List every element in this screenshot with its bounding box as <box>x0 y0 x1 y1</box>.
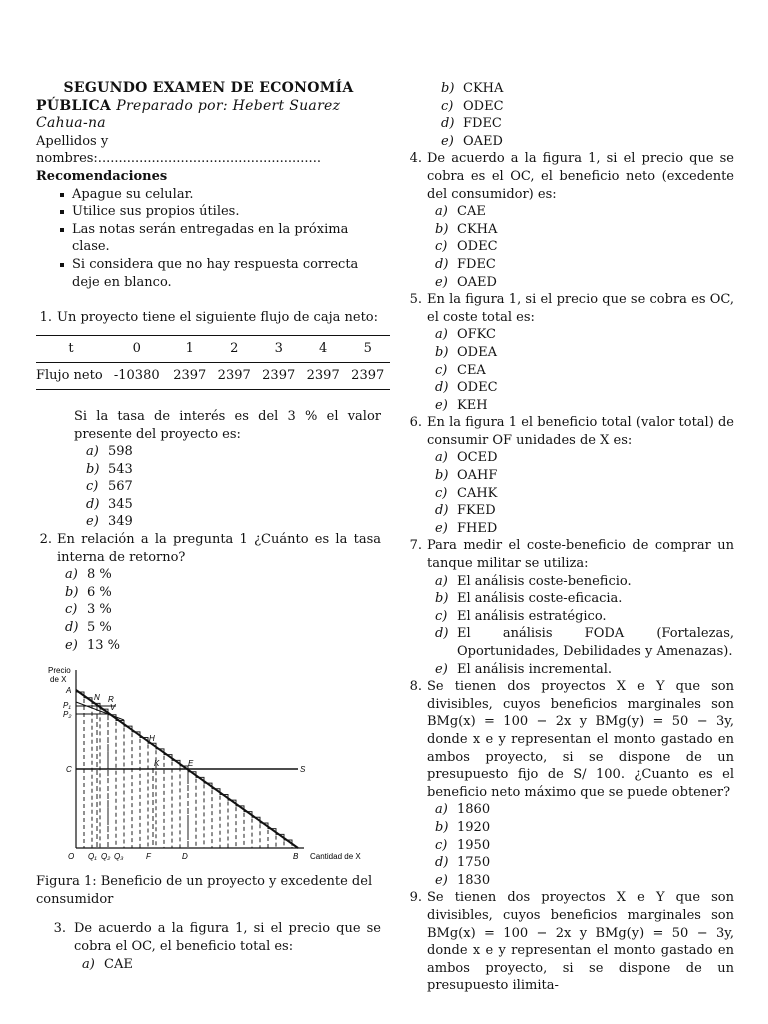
question-text: Se tienen dos proyectos X e Y que son divisibles, cuyos beneficios marginales son BMg(x) = 100 − 2x y BMg(y) = 50 − 3y, donde x e y representan el monto gastado en ambos proyecto, si se dispone de un presupuesto ilimita- <box>427 890 734 994</box>
recommendations-heading: Recomendaciones <box>36 168 168 184</box>
option-item[interactable]: d) ODEC <box>435 380 498 396</box>
option-item[interactable]: c) CAHK <box>435 485 498 501</box>
figure-caption: Figura 1: Beneficio de un proyecto y excedente del consumidor <box>36 874 373 907</box>
option-item[interactable]: b) 1920 <box>435 819 491 835</box>
option-item[interactable]: e) OAED <box>435 274 497 290</box>
option-item[interactable]: c) 3 % <box>65 602 112 618</box>
options-list <box>57 566 381 654</box>
question-text: En la figura 1, si el precio que se cobra es OC, el coste total es: <box>427 292 734 325</box>
question-5 <box>406 291 734 414</box>
demand-diagram <box>36 662 381 867</box>
question-text: De acuerdo a la figura 1, si el precio que se cobra el OC, el beneficio total es: <box>74 921 381 954</box>
x-axis-label: Cantidad de X <box>310 852 361 862</box>
recommendation-item: Utilice sus propios útiles. <box>58 203 381 221</box>
question-8 <box>406 678 734 889</box>
exam-title <box>36 80 381 133</box>
title-line-1: SEGUNDO EXAMEN DE ECONOMÍA <box>63 80 354 96</box>
option-item[interactable]: d) FDEC <box>435 256 496 272</box>
label-o: O <box>68 852 75 862</box>
student-name-line: Apellidos y nombres:...................................................... <box>36 133 321 167</box>
table-cell: 2397 <box>212 363 256 390</box>
question-6 <box>406 414 734 537</box>
option-item[interactable]: c) ODEC <box>435 239 498 255</box>
table-cell: 2397 <box>345 363 390 390</box>
question-4 <box>406 150 734 291</box>
table-header-cell: 4 <box>301 335 345 363</box>
label-a: A <box>66 686 72 696</box>
option-item[interactable]: a) 8 % <box>65 567 112 583</box>
option-item[interactable]: c) ODEC <box>441 98 504 114</box>
options-list <box>57 443 381 531</box>
options-list <box>427 449 734 537</box>
right-column <box>406 80 734 995</box>
option-item[interactable]: a) 598 <box>86 444 133 460</box>
option-item[interactable]: b) CKHA <box>435 221 498 237</box>
label-p2: P₂ <box>63 710 72 720</box>
options-list <box>427 203 734 291</box>
question-text: Si la tasa de interés es del 3 % el valor presente del proyecto es: <box>74 408 381 442</box>
question-7 <box>406 537 734 678</box>
options-list <box>427 80 734 150</box>
label-h: H <box>149 734 155 744</box>
left-column <box>36 80 385 973</box>
option-item[interactable]: b) El análisis coste-eficacia. <box>435 591 623 607</box>
question-text: De acuerdo a la figura 1, si el precio que se cobra es el OC, el beneficio neto (excedente del consumidor) es: <box>427 151 734 202</box>
question-number: 3. <box>53 921 66 937</box>
options-list <box>427 573 734 679</box>
cash-flow-table <box>36 335 390 390</box>
recommendations-list <box>36 186 381 292</box>
table-header-cell: t <box>36 335 106 363</box>
recommendation-item: Las notas serán entregadas en la próxima clase. <box>58 221 381 256</box>
option-item[interactable]: a) CAE <box>82 956 133 972</box>
table-header-cell: 3 <box>256 335 300 363</box>
recommendation-item: Si considera que no hay respuesta correcta deje en blanco. <box>58 256 381 291</box>
option-item[interactable]: b) ODEA <box>435 344 497 360</box>
table-cell: 2397 <box>256 363 300 390</box>
label-v: V <box>110 703 116 713</box>
option-item[interactable]: b) 543 <box>86 461 133 477</box>
question-3-continued <box>406 80 734 150</box>
question-1-continued <box>36 408 381 531</box>
label-c: C <box>66 765 72 775</box>
figure-1 <box>36 662 381 867</box>
table-header-cell: 0 <box>106 335 168 363</box>
option-item[interactable]: d) El análisis FODA (Fortalezas, Oportunidades, Debilidades y Amenazas). <box>435 626 734 659</box>
label-q2: Q₂ <box>101 852 111 862</box>
options-list <box>427 326 734 414</box>
table-row <box>36 363 390 390</box>
options-list <box>74 956 381 974</box>
option-item[interactable]: d) FDEC <box>441 116 502 132</box>
table-cell: -10380 <box>106 363 168 390</box>
question-text: Para medir el coste-beneficio de comprar un tanque militar se utiliza: <box>427 538 734 572</box>
table-header-cell: 2 <box>212 335 256 363</box>
question-9 <box>406 889 734 995</box>
option-item[interactable]: c) CEA <box>435 362 486 378</box>
table-header-row <box>36 335 390 363</box>
question-number: 4. <box>409 151 422 167</box>
option-item[interactable]: e) El análisis incremental. <box>435 661 612 677</box>
option-item[interactable]: c) El análisis estratégico. <box>435 608 607 624</box>
option-item[interactable]: c) 1950 <box>435 837 491 853</box>
option-item[interactable]: a) OFKC <box>435 327 496 343</box>
table-cell: 2397 <box>301 363 345 390</box>
option-item[interactable]: a) CAE <box>435 204 486 220</box>
option-item[interactable]: d) 345 <box>86 496 133 512</box>
y-axis-label-1: Precio <box>48 666 71 676</box>
question-number: 6. <box>409 415 422 431</box>
option-item[interactable]: e) KEH <box>435 397 488 413</box>
label-f: F <box>146 852 151 862</box>
option-item[interactable]: b) 6 % <box>65 584 112 600</box>
question-number: 2. <box>39 532 52 548</box>
question-text: En la figura 1 el beneficio total (valor total) de consumir OF unidades de X es: <box>427 415 734 448</box>
question-text: En relación a la pregunta 1 ¿Cuánto es la tasa interna de retorno? <box>57 532 381 565</box>
option-item[interactable]: d) 5 % <box>65 620 112 636</box>
recommendation-item: Apague su celular. <box>58 186 381 204</box>
option-item[interactable]: e) OAED <box>441 133 503 149</box>
prepared-by: Preparado por: Hebert Suarez Cahua-na <box>36 97 341 132</box>
option-item[interactable]: e) 349 <box>86 514 133 530</box>
option-item[interactable]: c) 567 <box>86 479 133 495</box>
question-text: Un proyecto tiene el siguiente flujo de caja neto: <box>57 310 379 326</box>
option-item[interactable]: b) CKHA <box>441 81 504 96</box>
options-list <box>427 801 734 889</box>
option-item[interactable]: d) 1750 <box>435 855 491 871</box>
label-e: E <box>188 759 194 769</box>
question-1 <box>36 309 381 327</box>
option-item[interactable]: d) FKED <box>435 503 496 519</box>
option-item[interactable]: a) 1860 <box>435 802 491 818</box>
label-n: N <box>94 693 100 703</box>
question-number: 9. <box>409 890 422 906</box>
table-cell: 2397 <box>168 363 212 390</box>
question-text: Se tienen dos proyectos X e Y que son divisibles, cuyos beneficios marginales son BMg(x) = 100 − 2x y BMg(y) = 50 − 3y, donde x e y representan el monto gastado en ambos proyecto, si se dispone de un presupuesto fijo de S/ 100. ¿Cuanto es el beneficio neto máximo que se puede obtener? <box>427 679 734 800</box>
label-d: D <box>182 852 188 862</box>
label-r: R <box>108 695 114 705</box>
option-item[interactable]: e) 1830 <box>435 872 491 888</box>
label-q1: Q₁ <box>88 852 97 862</box>
label-b: B <box>293 852 299 862</box>
question-number: 8. <box>409 679 422 695</box>
title-line-2: PÚBLICA <box>36 97 112 114</box>
label-p1: P₁ <box>63 701 71 711</box>
option-item[interactable]: e) FHED <box>435 520 498 536</box>
label-k: K <box>154 759 160 769</box>
label-q3: Q₃ <box>114 852 124 862</box>
question-number: 1. <box>39 310 52 326</box>
option-item[interactable]: a) OCED <box>435 450 498 466</box>
option-item[interactable]: a) El análisis coste-beneficio. <box>435 573 632 589</box>
table-header-cell: 5 <box>345 335 390 363</box>
y-axis-label-2: de X <box>50 675 67 685</box>
question-3 <box>36 920 381 973</box>
table-cell: Flujo neto <box>36 363 106 390</box>
option-item[interactable]: b) OAHF <box>435 468 498 484</box>
option-item[interactable]: e) 13 % <box>65 637 121 653</box>
question-number: 7. <box>409 538 422 554</box>
question-number: 5. <box>409 292 422 308</box>
question-2 <box>36 531 381 654</box>
table-header-cell: 1 <box>168 335 212 363</box>
label-s: S <box>300 765 306 775</box>
